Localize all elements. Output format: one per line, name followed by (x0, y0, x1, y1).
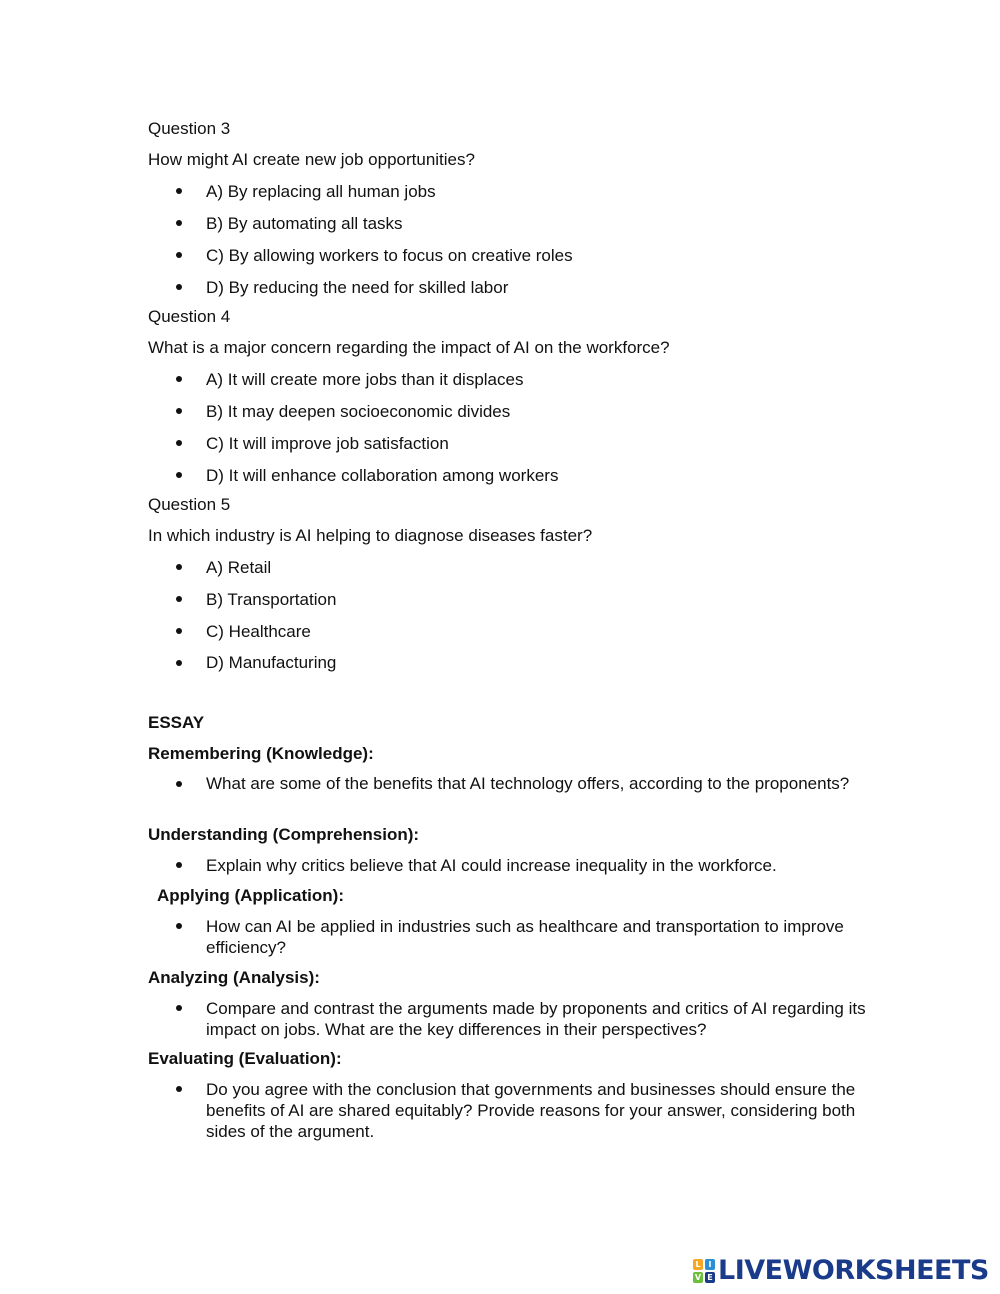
question-title: Question 3 (148, 119, 231, 138)
question-title: Question 4 (148, 307, 231, 326)
bullet-icon (176, 564, 182, 570)
essay-prompt: Compare and contrast the arguments made by proponents and critics of AI regarding its impact on jobs. What are the key differences in their perspectives? (206, 999, 866, 1039)
logo-square-i: I (705, 1259, 715, 1270)
bullet-icon (176, 1086, 182, 1092)
answer-option[interactable]: C) By allowing workers to focus on creative roles (206, 246, 573, 265)
bullet-icon (176, 628, 182, 634)
answer-option[interactable]: C) It will improve job satisfaction (206, 434, 449, 453)
essay-prompt: What are some of the benefits that AI technology offers, according to the proponents? (206, 774, 850, 793)
logo-square-e: E (705, 1272, 715, 1283)
answer-option[interactable]: A) By replacing all human jobs (206, 182, 436, 201)
essay-prompt: Explain why critics believe that AI could increase inequality in the workforce. (206, 856, 777, 875)
answer-option[interactable]: C) Healthcare (206, 622, 311, 641)
essay-section-title: Remembering (Knowledge): (148, 744, 374, 763)
essay-prompt: How can AI be applied in industries such as healthcare and transportation to improve efficiency? (206, 917, 844, 957)
answer-option[interactable]: A) Retail (206, 558, 272, 577)
bullet-icon (176, 284, 182, 290)
bullet-icon (176, 220, 182, 226)
logo-square-l: L (693, 1259, 703, 1270)
bullet-icon (176, 472, 182, 478)
answer-option[interactable]: D) Manufacturing (206, 653, 337, 672)
essay-section-title: Understanding (Comprehension): (148, 825, 420, 844)
brand-name: LIVEWORKSHEETS (718, 1255, 989, 1286)
answer-option[interactable]: D) By reducing the need for skilled labor (206, 278, 509, 297)
question-prompt: How might AI create new job opportunities? (148, 150, 475, 169)
essay-section-title: Analyzing (Analysis): (148, 968, 320, 987)
bullet-icon (176, 252, 182, 258)
essay-prompt: Do you agree with the conclusion that governments and businesses should ensure the benefits of AI are shared equitably? Provide reasons for your answer, considering both sides of the argument. (206, 1080, 856, 1141)
essay-heading: ESSAY (148, 713, 205, 732)
answer-option[interactable]: B) By automating all tasks (206, 214, 403, 233)
bullet-icon (176, 376, 182, 382)
bullet-icon (176, 596, 182, 602)
bullet-icon (176, 408, 182, 414)
bullet-icon (176, 781, 182, 787)
question-title: Question 5 (148, 495, 231, 514)
question-prompt: In which industry is AI helping to diagnose diseases faster? (148, 526, 593, 545)
answer-option[interactable]: D) It will enhance collaboration among workers (206, 466, 559, 485)
liveworksheets-logo-icon (693, 1259, 715, 1283)
answer-option[interactable]: A) It will create more jobs than it displaces (206, 370, 524, 389)
bullet-icon (176, 862, 182, 868)
bullet-icon (176, 660, 182, 666)
bullet-icon (176, 1005, 182, 1011)
bullet-icon (176, 188, 182, 194)
essay-section-title: Applying (Application): (157, 886, 344, 905)
liveworksheets-logo[interactable] (693, 1256, 989, 1286)
bullet-icon (176, 923, 182, 929)
essay-section-title: Evaluating (Evaluation): (148, 1049, 342, 1068)
answer-option[interactable]: B) Transportation (206, 590, 337, 609)
question-prompt: What is a major concern regarding the impact of AI on the workforce? (148, 338, 670, 357)
logo-square-v: V (694, 1273, 702, 1282)
answer-option[interactable]: B) It may deepen socioeconomic divides (206, 402, 511, 421)
bullet-icon (176, 440, 182, 446)
